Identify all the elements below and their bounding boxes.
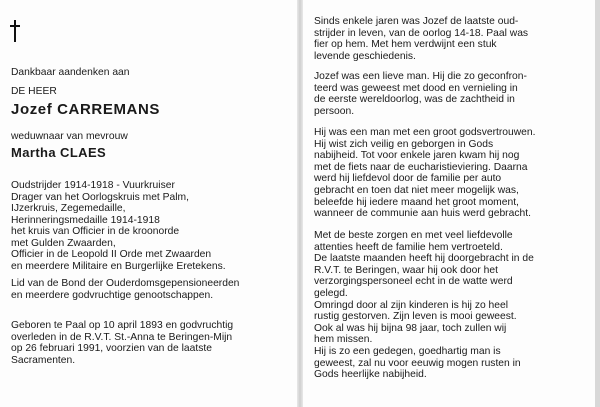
paragraph-2 — [314, 71, 527, 117]
birth-death-line: op 26 februari 1991, voorzien van de laatste — [11, 343, 212, 354]
paragraph-1 — [314, 16, 528, 62]
honor-line: het kruis van Officier in de kroonorde — [11, 226, 180, 237]
p2-line: de eerste wereldoorlog, was de zachtheid in — [314, 94, 515, 106]
honor-line: Drager van het Oorlogskruis met Palm, — [11, 191, 189, 203]
p4-line: Met de beste zorgen en met veel liefdevolle — [314, 230, 513, 241]
title-line: DE HEER — [11, 86, 57, 97]
p3-line: gebracht en toen dat niet meer mogelijk was, — [314, 184, 519, 196]
p4-line: gelegd. — [314, 287, 348, 299]
p4-line: Hij is zo een gedegen, goedhartig man is — [314, 345, 501, 357]
p1-line: Sinds enkele jaren was Jozef de laatste oud- — [314, 16, 519, 27]
p3-line: met de fiets naar de eucharistieviering. Daarna — [314, 161, 528, 173]
birth-death-line: overleden in de R.V.T. St.-Anna te Beringen-Mijn — [11, 331, 233, 343]
deceased-name: Jozef CARREMANS — [11, 101, 161, 118]
p4-line: rustig gestorven. Zijn leven is mooi geweest. — [314, 311, 517, 323]
card-edge — [595, 0, 600, 407]
p4-line: attenties heeft de familie hem vertroeteld. — [314, 241, 503, 253]
birth-death-line: Sacramenten. — [11, 354, 76, 366]
widower-line: weduwnaar van mevrouw — [11, 131, 128, 142]
birth-death-line: Geboren te Paal op 10 april 1893 en godvruchtig — [11, 320, 234, 331]
p3-line: beleefde hij iedere maand het groot moment, — [314, 196, 519, 208]
p4-line: Omringd door al zijn kinderen is hij zo heel — [314, 299, 509, 311]
p4-line: verzorgingspersoneel echt in de watte werd — [314, 276, 513, 288]
honors-list — [11, 180, 226, 272]
honor-line: Oudstrijder 1914-1918 - Vuurkruiser — [11, 180, 175, 191]
paragraph-3 — [314, 127, 536, 220]
membership-text — [11, 278, 239, 301]
honor-line: Officier in de Leopold II Orde met Zwaarden — [11, 249, 212, 260]
p4-line: hem missen. — [314, 334, 373, 346]
p3-line: wanneer de communie aan huis werd gebracht. — [314, 208, 531, 220]
honor-line: met Gulden Zwaarden, — [11, 237, 116, 249]
p4-line: Ook al was hij bijna 98 jaar, toch zullen wij — [314, 322, 507, 334]
p3-line: nabijheid. Tot voor enkele jaren kwam hij nog — [314, 150, 520, 162]
membership-line: Lid van de Bond der Ouderdomsgepensioneerden — [11, 278, 240, 289]
p4-line: geweest, zal nu voor eeuwig mogen rusten in — [314, 357, 521, 369]
p1-line: levende geschiedenis. — [314, 50, 416, 62]
wife-name: Martha CLAES — [11, 145, 107, 160]
dedication: Dankbaar aandenken aan — [11, 67, 130, 78]
honor-line: IJzerkruis, Zegemedaille, — [11, 203, 126, 214]
p2-line: Jozef was een lieve man. Hij die zo geconfron- — [314, 71, 527, 82]
honor-line: en meerdere Militaire en Burgerlijke Eretekens. — [11, 260, 226, 272]
p1-line: fier op hem. Met hem verdwijnt een stuk — [314, 39, 497, 51]
birth-death-text — [11, 320, 233, 366]
p4-line: De laatste maanden heeft hij doorgebracht in de — [314, 253, 534, 265]
p3-line: werd hij liefdevol door de familie per auto — [314, 173, 502, 185]
cross-icon — [9, 20, 21, 42]
card-fold — [297, 0, 303, 407]
paragraph-4 — [314, 230, 534, 381]
p3-line: Hij wist zich veilig en geborgen in Gods — [314, 138, 494, 150]
p2-line: persoon. — [314, 105, 355, 117]
honor-line: Herinneringsmedaille 1914-1918 — [11, 214, 160, 226]
p4-line: Gods heerlijke nabijheid. — [314, 369, 427, 381]
p1-line: strijder in leven, van de oorlog 14-18. Paal was — [314, 27, 529, 39]
p3-line: Hij was een man met een groot godsvertrouwen. — [314, 127, 536, 138]
p4-line: R.V.T. te Beringen, waar hij ook door het — [314, 264, 498, 276]
membership-line: en meerdere godvruchtige genootschappen. — [11, 289, 214, 301]
p2-line: teerd was geweest met dood en vernieling in — [314, 82, 518, 94]
